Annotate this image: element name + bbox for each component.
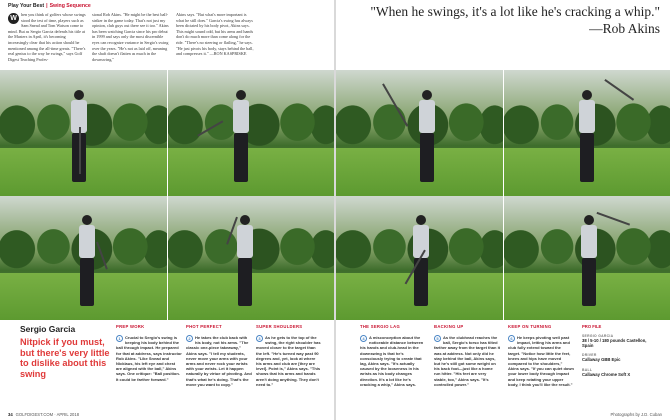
photo-credit: Photographs by J.D. Cuban <box>610 412 662 417</box>
step-column <box>116 324 182 382</box>
section-header <box>8 3 91 9</box>
step-text: As he gets to the top of the swing, the right shoulder has moved closer to the target than the left. "He's turned way past 90 degrees and, yet, look at where his arms and club are [they are level]. Point is," Akins says. "This shows that his arms and hands aren't doing anything. They don't need to." <box>256 335 321 387</box>
drop-cap: W <box>8 13 19 24</box>
step-label: KEEP ON TURNING <box>508 324 552 329</box>
pro-file-item <box>582 334 652 348</box>
step-text: Crucial to Sergio's swing is keeping his body behind the ball through impact. He prepared for that at address, says instructor Rob Akins. "Like Snead and Nicklaus, his left eye and chest are aligned with the ball," Akins says. One critique: "Ball position. It could be farther forward." <box>116 335 182 382</box>
pro-file-item <box>582 368 652 377</box>
swing-photo-7 <box>336 196 503 320</box>
step-label: BACKING UP <box>434 324 464 329</box>
player-name: Sergio Garcia <box>20 324 76 334</box>
intro-text-2: sional Rob Akins. "He might be the best ball-striker in the game today. That's not just my opinion, club guys out there see it too." Akins has been watching Garcia since his pro debut in 1999 and says only the most discernible eyes can recognize variance in Sergio's swing over the years. "He's not as laid off, meaning the shaft doesn't flatten as much in the downswing," <box>92 12 169 62</box>
intro-column-3 <box>176 12 254 57</box>
pull-quote: "When he swings, it's a lot like he's cracking a whip." —Rob Akins <box>370 4 660 36</box>
swing-photo-3 <box>336 70 503 196</box>
swing-photo-1 <box>0 70 167 196</box>
intro-column-1 <box>8 12 86 62</box>
step-text: He takes the club back with his body, not his arms. "The classic one-piece takeaway," Akins says. "I tell my students, never move your arms with your arms and never rock your wrists with your wrists. Let it happen naturally by virtue of pivoting. And that's what he's doing. That's the move you want to copy." <box>186 335 252 387</box>
step-text: A misconception about the noticeable distance between his hands and club-head in the downswing is that he's consciously trying to create that lag, Akins says. "It's actually caused by the looseness in his wrists as his body changes direction. It's a lot like he's cracking a whip," Akins says. <box>360 335 424 387</box>
step-label: PHOT PERFECT <box>186 324 222 329</box>
footer-left <box>8 412 79 417</box>
step-number-badge: 3 <box>256 335 263 342</box>
step-number-badge: 1 <box>116 335 123 342</box>
pro-file-label: PRO FILE <box>582 324 602 329</box>
header-separator: | <box>46 3 48 9</box>
step-column <box>256 324 322 387</box>
pro-file-value: Callaway GBB Epic <box>582 357 621 363</box>
player-headline: Nitpick if you must, but there's very little to dislike about this swing <box>20 337 110 379</box>
step-number-badge: 5 <box>434 335 441 342</box>
footer-folio: GOLFDIGEST.COM · APRIL 2018 <box>15 412 80 417</box>
step-column <box>434 324 500 387</box>
pro-file-value: Callaway Chrome Soft X <box>582 371 631 377</box>
swing-photo-8 <box>504 196 670 320</box>
step-label: THE SERGIO LAG <box>360 324 401 329</box>
swing-photo-6 <box>168 196 334 320</box>
step-column <box>186 324 252 387</box>
step-column <box>360 324 426 387</box>
step-label: SUPER SHOULDERS <box>256 324 303 329</box>
pro-file-key: BALL <box>582 367 593 372</box>
step-text: As the clubhead reaches the ball, Sergio's torso has tilted farther away from the target than it was at address. Not only did he stay behind the ball, Akins says, but he's still got some weight on his back foot—just like a home run hitter. "His feet are very stable, too," Akins says. "It's controlled power." <box>434 335 501 387</box>
pro-file-item <box>582 353 652 362</box>
swing-photo-4 <box>504 70 670 196</box>
intro-text-3: Akins says. "But what's more important is what he still does." Garcia's swing has always been dictated by his body pivot, Akins says. This might sound odd, but his arms and hands don't do much more than come along for the ride. "There's no steering or flailing," he says. "He just pivots his body, stays behind the ball, and compresses it." —RON KASPRISKE <box>176 12 254 57</box>
swing-photo-2 <box>168 70 334 196</box>
pro-file-key: DRIVER <box>582 353 597 358</box>
step-text: He keeps pivoting well past impact, letting his arms and club fully extend toward the target. "Notice how little the feet, knees and hips have moved compared to the shoulders," Akins says. "If you can quiet down your lower body through impact and keep rotating your upper body, I think you'll like the result." <box>508 335 574 387</box>
section-title: Play Your Best <box>8 3 45 9</box>
pro-file-key: SERGIO GARCIA <box>582 334 614 338</box>
pro-file-box <box>582 324 652 377</box>
step-label: PREP WORK <box>116 324 145 329</box>
intro-text-1: hen you think of golfers whose swings stood the test of time, players such as Sam Snead and Tom Watson come to mind. But as Sergio Garcia defends his title at the Masters in April, it's becoming increasingly clear that his action should be mentioned among the all-time greats. "There's real genius to the way he swings," says Golf Digest Teaching Profes- <box>8 12 86 62</box>
swing-photo-5 <box>0 196 167 320</box>
step-column <box>508 324 574 387</box>
subsection-title: Swing Sequence <box>49 3 91 9</box>
step-number-badge: 2 <box>186 335 193 342</box>
step-number-badge: 4 <box>360 335 367 342</box>
page-number: 34 <box>8 412 13 417</box>
pro-file-value: 38 / 5-10 / 180 pounds Castellon, Spain <box>582 338 647 349</box>
intro-column-2 <box>92 12 170 62</box>
step-number-badge: 6 <box>508 335 515 342</box>
